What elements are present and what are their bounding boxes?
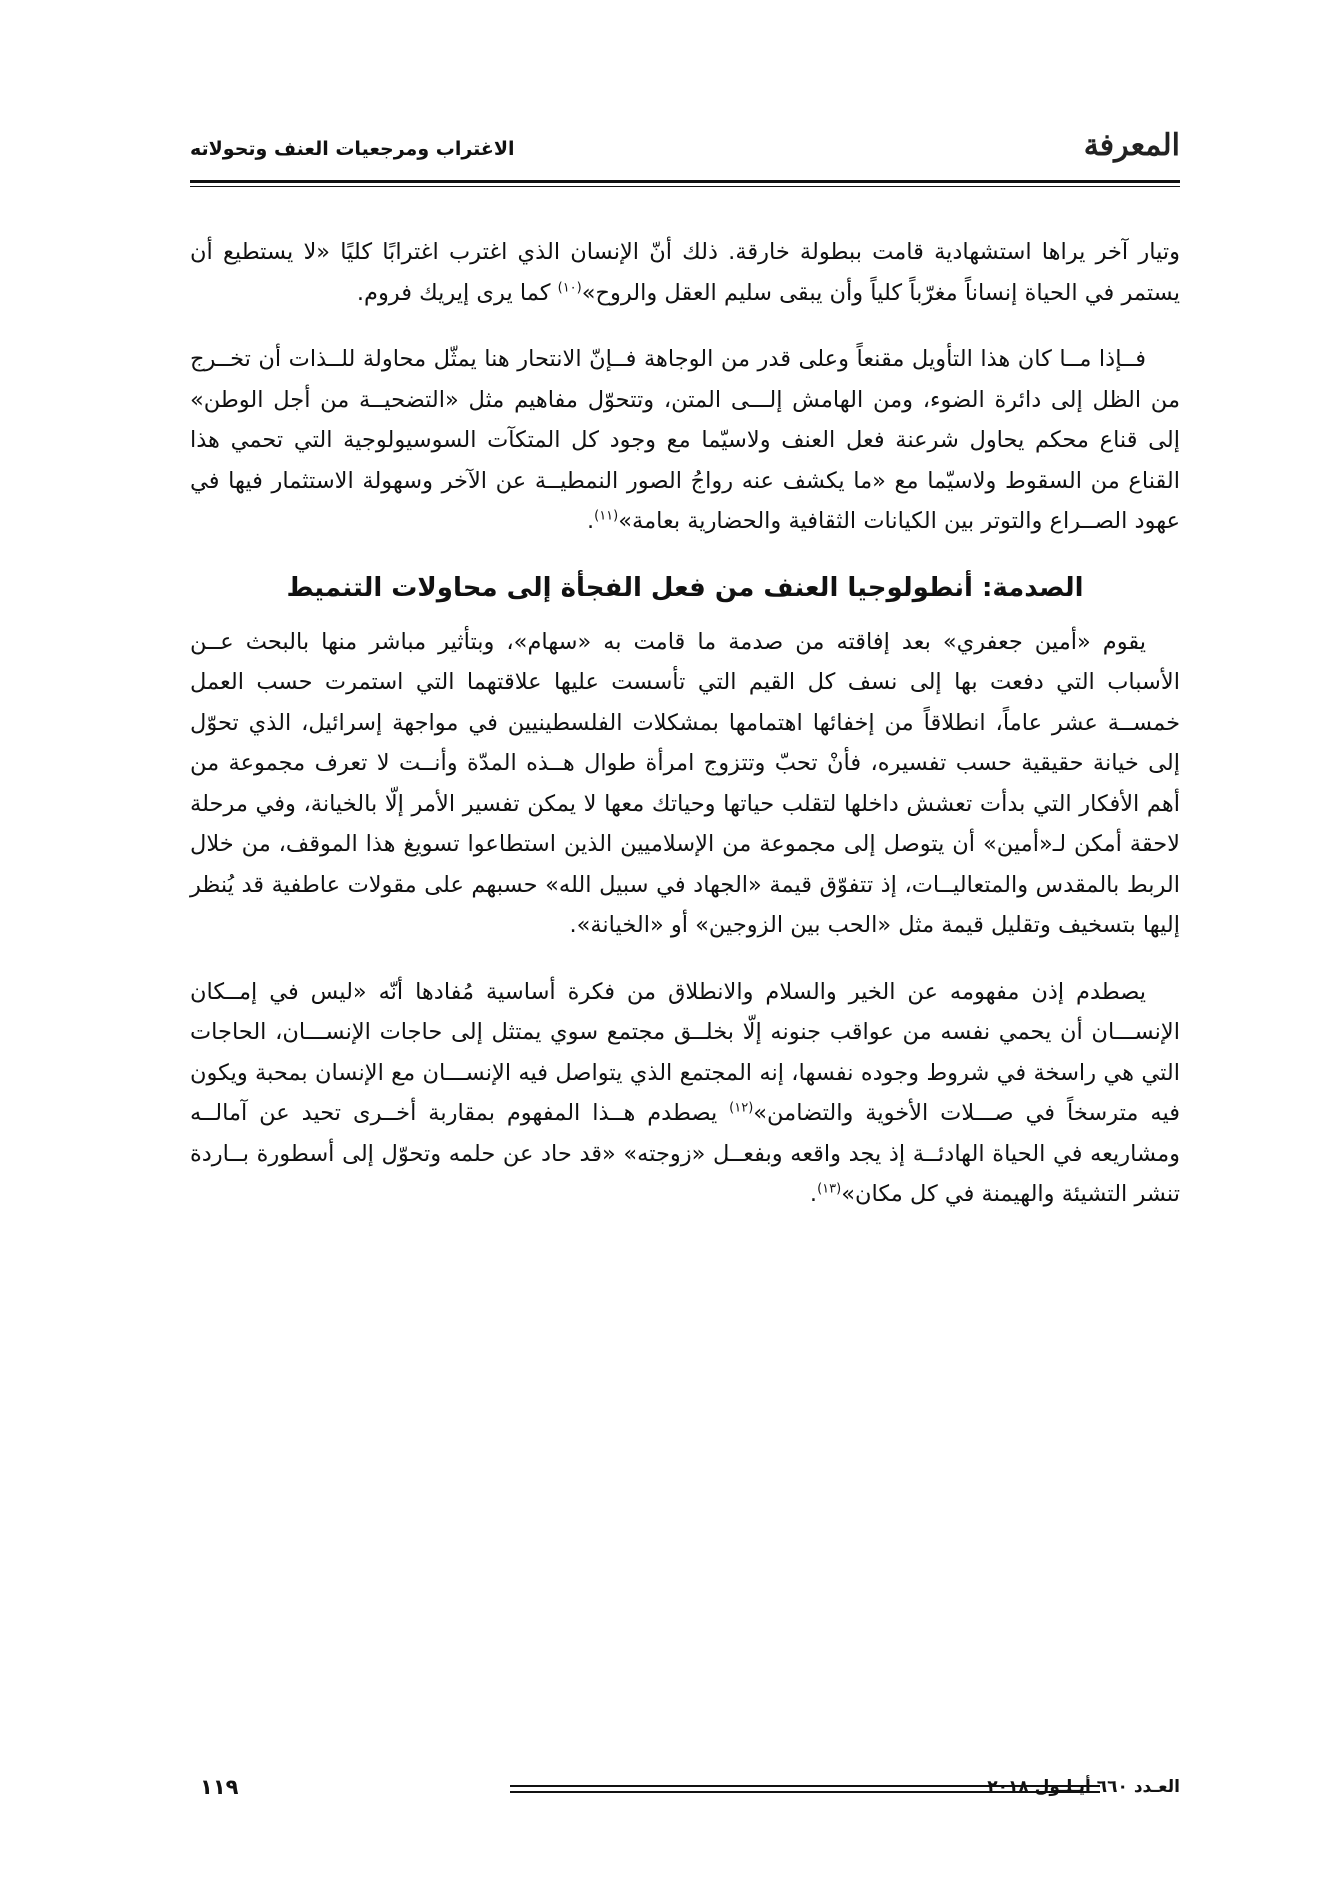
footer-rule-2 bbox=[510, 1791, 1100, 1793]
page-header bbox=[190, 128, 1180, 176]
page-footer bbox=[190, 1775, 1180, 1805]
paragraph-1: وتيار آخر يراها استشهادية قامت ببطولة خارقة. ذلك أنّ الإنسان الذي اغترب اغترابًا كليًا «لا يستطيع أن يستمر في الحياة إنساناً مغرّباً كلياً وأن يبقى سليم العقل والروح»$^{(١٠)}$ كما يرى إيريك فروم. bbox=[190, 239, 1180, 306]
paragraph-3: يقوم «أمين جعفري» بعد إفاقته من صدمة ما قامت به «سهام»، وبتأثير مباشر منها بالبحث عــن الأسباب التي دفعت بها إلى نسف كل القيم التي تأسست عليها علاقتهما التي استمرت حسب العمل خمســة عشر عاماً، انطلاقاً من إخفائها اهتمامها بمشكلات الفلسطينيين في مواجهة إسرائيل، الذي تحوّل إلى خيانة حقيقية حسب تفسيره، فأنْ تحبّ وتتزوج امرأة طوال هــذه المدّة وأنــت لا تعرف مجموعة من أهم الأفكار التي بدأت تعشش داخلها لتقلب حياتها وحياتك معها لا يمكن تفسير الأمر إلّا بالخيانة، وفي مرحلة لاحقة أمكن لـ«أمين» أن يتوصل إلى مجموعة من الإسلاميين الذين استطاعوا تسويغ هذا الموقف، من خلال الربط بالمقدس والمتعاليــات، إذ تتفوّق قيمة «الجهاد في سبيل الله» حسبهم على مقولات عاطفية قد يُنظر إليها بتسخيف وتقليل قيمة مثل «الحب بين الزوجين» أو «الخيانة». bbox=[190, 628, 1180, 938]
header-rule-thin bbox=[190, 186, 1180, 187]
running-title: الاغتراب ومرجعيات العنف وتحولاته bbox=[190, 138, 515, 160]
footnote-ref-10: (١٠) bbox=[557, 280, 582, 295]
footer-rule bbox=[510, 1785, 1100, 1787]
page-number: ١١٩ bbox=[200, 1775, 239, 1799]
paragraph-2: فــإذا مــا كان هذا التأويل مقنعاً وعلى قدر من الوجاهة فــإنّ الانتحار هنا يمثّل محاولة للــذات أن تخــرج من الظل إلى دائرة الضوء، ومن الهامش إلـــى المتن، وتتحوّل مفاهيم مثل «التضحيــة من أجل الوطن» إلى قناع محكم يحاول شرعنة فعل العنف ولاسيّما مع وجود كل المتكآت السوسيولوجية التي تحمي هذا القناع من السقوط ولاسيّما مع «ما يكشف عنه رواجُ الصور النمطيــة عن الآخر وسهولة الاستثمار فيها في عهود الصــراع والتوتر بين الكيانات الثقافية والحضارية بعامة»$^{(١١)}$. bbox=[190, 346, 1180, 534]
journal-logo: المعرفة bbox=[1083, 128, 1180, 163]
paragraph-4: يصطدم إذن مفهومه عن الخير والسلام والانطلاق من فكرة أساسية مُفادها أنّه «ليس في إمــكان الإنســـان أن يحمي نفسه من عواقب جنونه إلّا بخلــق مجتمع سوي يمتثل إلى حاجات الإنســـان، الحاجات التي هي راسخة في شروط وجوده نفسها، إنه المجتمع الذي يتواصل فيه الإنســـان مع الإنسان بمحبة ويكون فيه مترسخاً في صـــلات الأخوية والتضامن»$^{(١٢)}$ يصطدم هــذا المفهوم بمقاربة أخــرى تحيد عن آمالــه ومشاريعه في الحياة الهادئــة إذ يجد واقعه وبفعــل «زوجته» «قد حاد عن حلمه وتحوّل إلى أسطورة بــاردة تنشر التشيئة والهيمنة في كل مكان»$^{(١٣)}$. bbox=[190, 978, 1180, 1207]
issue-info: العـدد ٦٦٠ أيـلـول ٢٠١٨ bbox=[987, 1777, 1180, 1797]
header-rule bbox=[190, 180, 1180, 183]
footnote-ref-13: (١٣) bbox=[817, 1181, 842, 1197]
section-heading: الصدمة: أنطولوجيا العنف من فعل الفجأة إلى محاولات التنميط bbox=[286, 572, 1084, 603]
article-body bbox=[190, 232, 1180, 1241]
footnote-ref-12: (١٢) bbox=[729, 1100, 754, 1116]
footnote-ref-11: (١١) bbox=[594, 508, 619, 524]
